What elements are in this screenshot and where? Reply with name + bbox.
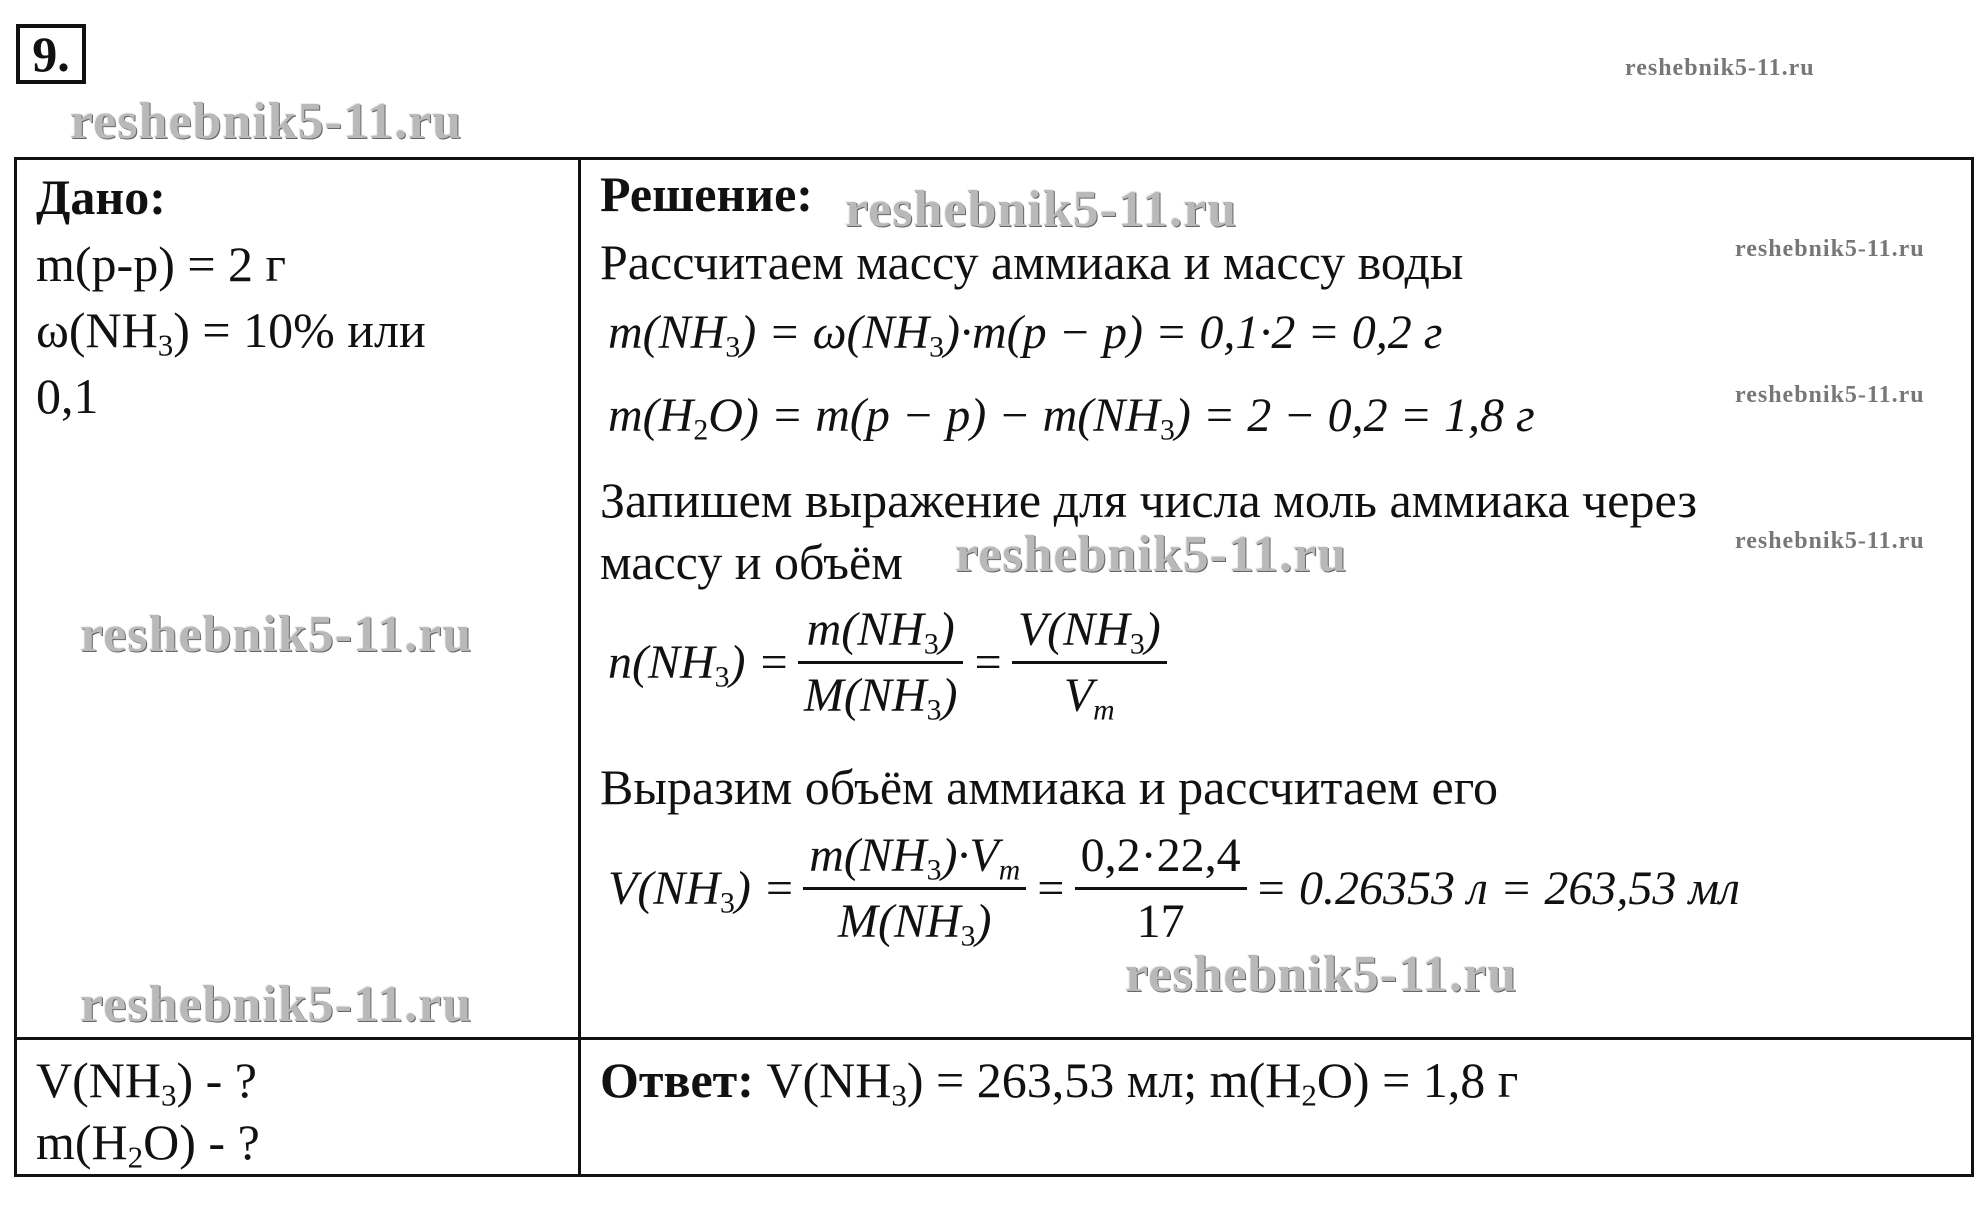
answer-label: Ответ: bbox=[600, 1052, 754, 1108]
equation-water-mass: $m(H_2O) = m(p - p) - m(NH_3) = 2 - 0,2 = 1,8$ г bbox=[608, 389, 1535, 447]
given-mass: m(р-р) = 2 г bbox=[36, 236, 287, 292]
find-volume: $V(NH_3)$ - ? bbox=[36, 1052, 257, 1113]
problem-number: 9. bbox=[16, 24, 86, 84]
watermark: reshebnik5-11.ru bbox=[955, 526, 1348, 583]
volume-result: = 0.26353 л = 263,53 мл bbox=[1254, 862, 1740, 915]
equation-ammonia-mass: $m(NH_3) = \omega(NH_3)\cdot m(p - p) = 0,1\cdot 2 = 0,2$ г bbox=[608, 306, 1443, 364]
find-water-mass: $m(H_2O)$ - ? bbox=[36, 1114, 260, 1175]
step-2-text-line-1: Запишем выражение для числа моль аммиака через bbox=[600, 472, 1698, 528]
given-heading: Дано: bbox=[36, 169, 166, 225]
step-3-text: Выразим объём аммиака и рассчитаем его bbox=[600, 759, 1498, 815]
given-fraction: $\omega(NH_3) = 10\%$ или bbox=[36, 302, 426, 363]
row-divider bbox=[14, 1037, 1974, 1040]
watermark: reshebnik5-11.ru bbox=[80, 976, 473, 1033]
watermark: reshebnik5-11.ru bbox=[845, 181, 1238, 238]
fraction-numeric: $\frac{0,2\cdot 22,4}{17}$ bbox=[1075, 828, 1247, 949]
fraction-volume-over-molar-volume: $\frac{V(NH_3)}{V_m}$ bbox=[1012, 602, 1167, 723]
watermark: reshebnik5-11.ru bbox=[80, 606, 473, 663]
watermark: reshebnik5-11.ru bbox=[1125, 946, 1518, 1003]
equation-volume: $V(NH_3)$ = $\frac{m(NH_3)\cdot V_m}{M(NH_3)}$ = $\frac{0,2\cdot 22,4}{17}$ = 0.26353 л = 263,53 мл bbox=[608, 829, 1740, 953]
equation-moles: $n(NH_3)$ = $\frac{m(NH_3)}{M(NH_3)}$ = $\frac{V(NH_3)}{V_m}$ bbox=[608, 602, 1167, 723]
watermark: reshebnik5-11.ru bbox=[1625, 55, 1815, 81]
answer: Ответ: $V(NH_3) = 263,53$ мл; $m(H_2O) = 1,8$ г bbox=[600, 1052, 1519, 1113]
solution-heading: Решение: bbox=[600, 166, 813, 222]
watermark: reshebnik5-11.ru bbox=[1735, 236, 1925, 262]
watermark: reshebnik5-11.ru bbox=[70, 93, 463, 150]
given-fraction-decimal: 0,1 bbox=[36, 368, 99, 424]
watermark: reshebnik5-11.ru bbox=[1735, 382, 1925, 408]
column-divider bbox=[578, 157, 581, 1177]
step-1-text: Рассчитаем массу аммиака и массу воды bbox=[600, 234, 1464, 290]
watermark: reshebnik5-11.ru bbox=[1735, 528, 1925, 554]
fraction-volume-formula: $\frac{m(NH_3)\cdot V_m}{M(NH_3)}$ bbox=[803, 828, 1026, 949]
step-2-text-line-2: массу и объём bbox=[600, 534, 903, 590]
fraction-mass-over-molar-mass: $\frac{m(NH_3)}{M(NH_3)}$ bbox=[798, 602, 964, 723]
